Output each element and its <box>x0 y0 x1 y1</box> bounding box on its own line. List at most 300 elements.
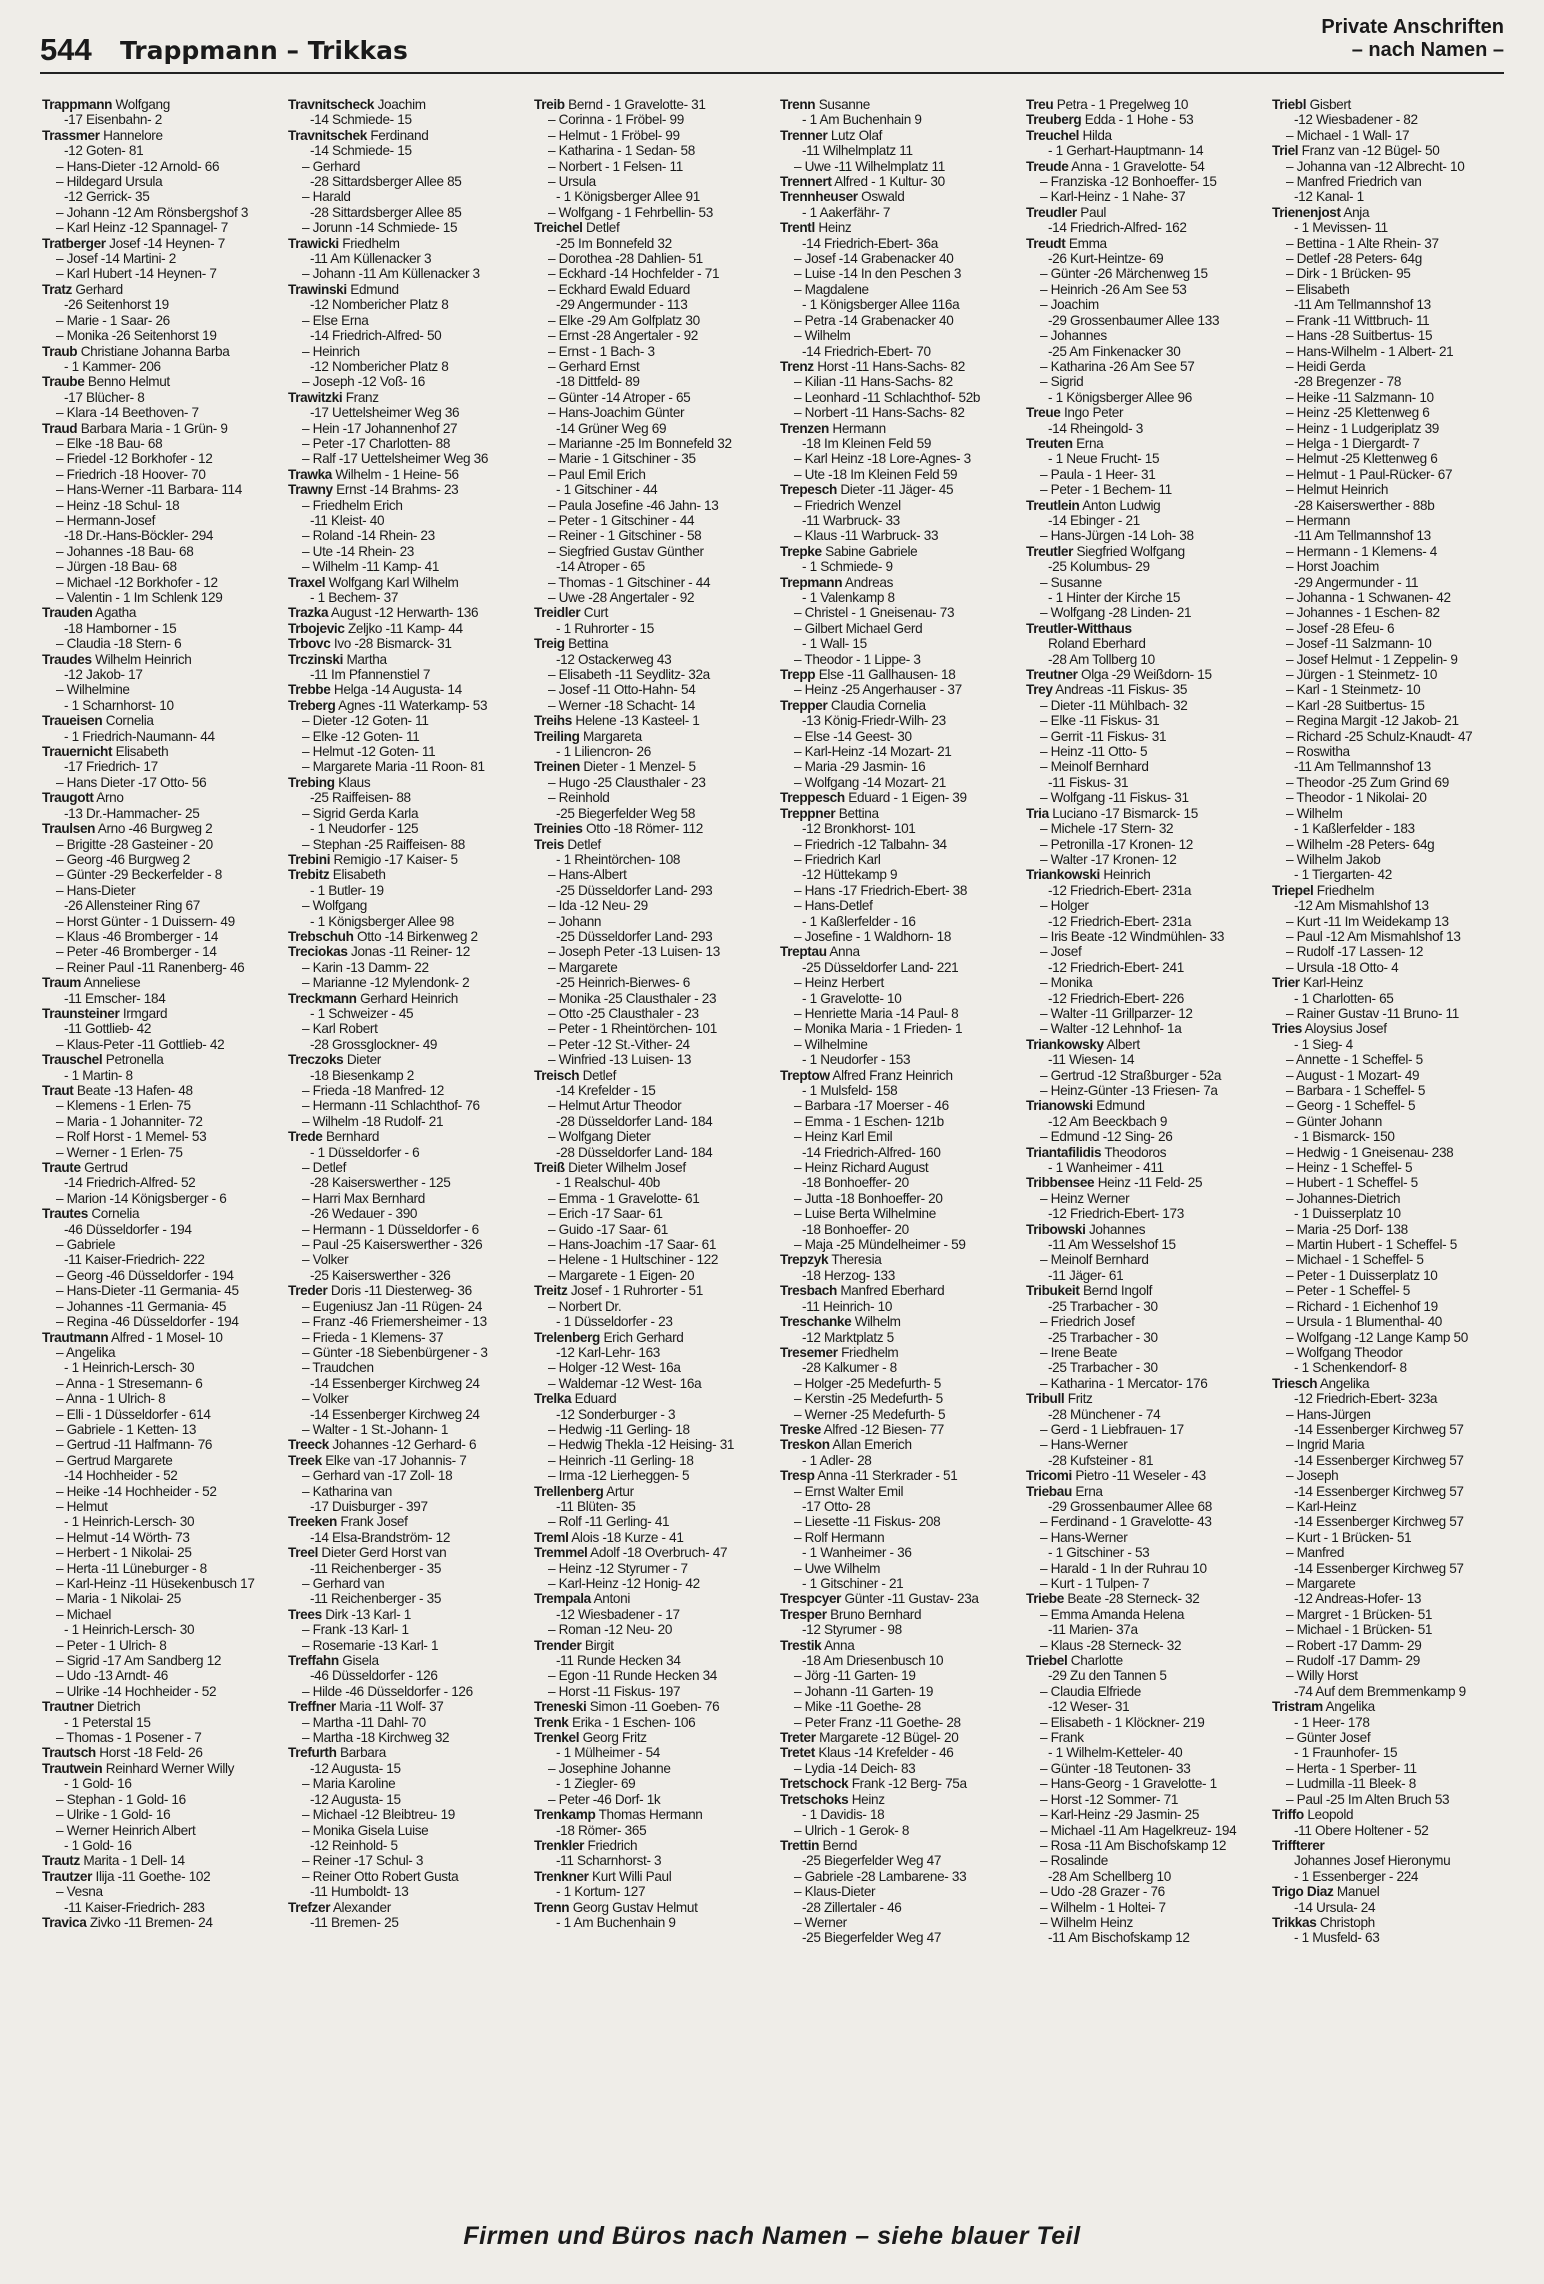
entry-line <box>1026 744 1258 759</box>
entry-line <box>288 1807 520 1822</box>
entry-text: -12 Friedrich-Ebert- 226 <box>1048 990 1184 1006</box>
entry-text: Bernhard <box>322 1129 380 1145</box>
entry-text: Arno -46 Burgweg 2 <box>95 821 213 837</box>
surname: Trenkner <box>534 1868 589 1884</box>
entry-text: – Margarete - 1 Eigen- 20 <box>548 1267 695 1283</box>
entry-text: – Wilhelm -11 Kamp- 41 <box>302 559 440 575</box>
entry-line <box>1026 975 1258 990</box>
entry-text: – Hermann - 1 Düsseldorfer - 6 <box>302 1221 479 1237</box>
entry-line <box>42 313 274 328</box>
entry-line <box>1026 914 1258 929</box>
footer-note: Firmen und Büros nach Namen – siehe blauer Teil <box>463 2222 1081 2250</box>
entry-line <box>1026 1422 1258 1437</box>
entry-text: – Klaus -46 Bromberger - 14 <box>56 928 219 944</box>
entry-text: Anneliese <box>81 975 141 991</box>
entry-line <box>288 883 520 898</box>
entry-line <box>1026 605 1258 620</box>
entry-text: – Irma -12 Lierheggen- 5 <box>548 1468 690 1484</box>
entry-text: – Wilhelm Jakob <box>1286 851 1381 867</box>
entry-text: -12 Weser- 31 <box>1048 1699 1130 1715</box>
entry-text: - 1 Scharnhorst- 10 <box>64 697 174 713</box>
entry-text: – Siegfried Gustav Günther <box>548 543 704 559</box>
entry-line <box>1026 1576 1258 1591</box>
surname: Tremmel <box>534 1545 588 1561</box>
surname: Treutler <box>1026 543 1074 559</box>
entry-text: – Günter Josef <box>1286 1730 1371 1746</box>
entry-text: Ingo Peter <box>1060 405 1124 421</box>
entry-line <box>42 575 274 590</box>
surname: Tribowski <box>1026 1221 1086 1237</box>
entry-line <box>1026 575 1258 590</box>
entry-text: – Margarete <box>548 959 618 975</box>
entry-surname <box>288 605 520 620</box>
entry-text: – Dieter -12 Goten- 11 <box>302 713 429 729</box>
entry-text: – Valentin - 1 Im Schlenk 129 <box>56 590 223 605</box>
entry-text: Alfred -12 Biesen- 77 <box>820 1421 945 1437</box>
entry-line <box>1026 1761 1258 1776</box>
entry-text: Dietrich <box>93 1699 141 1715</box>
entry-line <box>1272 1206 1504 1221</box>
entry-line <box>1272 1068 1504 1083</box>
entry-text: – Herta - 1 Sperber- 11 <box>1286 1760 1417 1776</box>
entry-text: – Karl Heinz -12 Spannagel- 7 <box>56 220 228 236</box>
entry-text: - 1 Gravelotte- 10 <box>802 990 902 1006</box>
entry-text: -11 Kaiser-Friedrich- 283 <box>64 1899 205 1915</box>
surname: Treue <box>1026 405 1061 421</box>
entry-text: – Elisabeth <box>1286 281 1350 297</box>
entry-text: -28 Sittardsberger Allee 85 <box>310 204 462 220</box>
entry-line <box>1026 1807 1258 1822</box>
entry-line <box>42 837 274 852</box>
entry-line <box>1272 1591 1504 1606</box>
surname: Triankowski <box>1026 867 1100 883</box>
entry-text: Paul <box>1076 204 1107 220</box>
entry-text: – Wilhelm -18 Rudolf- 21 <box>302 1113 444 1129</box>
entry-text: - 1 Königsberger Allee 96 <box>1048 389 1192 405</box>
entry-line <box>534 621 766 636</box>
entry-line <box>42 1037 274 1052</box>
entry-line <box>1272 236 1504 251</box>
entry-text: Alfred - 1 Mosel- 10 <box>108 1329 223 1345</box>
entry-surname <box>42 790 274 805</box>
entry-text: – Josef <box>1040 944 1082 960</box>
entry-text: -14 Essenberger Kirchweg 24 <box>310 1375 480 1391</box>
entry-text: Angelika <box>1317 1375 1370 1391</box>
entry-line <box>780 1006 1012 1021</box>
entry-text: – Dieter -11 Mühlbach- 32 <box>1040 697 1188 713</box>
entry-line <box>288 112 520 127</box>
entry-line <box>1272 1145 1504 1160</box>
entry-text: – Friedrich Josef <box>1040 1314 1135 1330</box>
entry-text: – Holger <box>1040 898 1089 914</box>
entry-surname <box>1026 236 1258 251</box>
entry-line <box>534 652 766 667</box>
entry-surname <box>288 97 520 112</box>
entry-text: -11 Warbruck- 33 <box>802 512 900 528</box>
surname: Trauschel <box>42 1052 103 1068</box>
surname: Treskon <box>780 1437 830 1453</box>
entry-text: -11 Bremen- 25 <box>310 1914 399 1930</box>
surname: Trettin <box>780 1837 820 1853</box>
entry-text: Wilhelm <box>851 1314 901 1330</box>
entry-line <box>42 883 274 898</box>
entry-surname <box>780 97 1012 112</box>
entry-text: Ferdinand <box>366 127 429 143</box>
entry-text: Ivo -28 Bismarck- 31 <box>330 636 452 652</box>
entry-line <box>288 528 520 543</box>
entry-line <box>42 220 274 235</box>
entry-line <box>1272 1468 1504 1483</box>
surname: Trefurth <box>288 1745 337 1761</box>
entry-text: – Wolfgang -14 Mozart- 21 <box>794 774 946 790</box>
entry-line <box>1026 1006 1258 1021</box>
entry-line <box>1272 1222 1504 1237</box>
surname: Trepesch <box>780 482 837 498</box>
entry-text: - 1 Neudorfer - 125 <box>310 821 419 837</box>
entry-text: - 1 Butler- 19 <box>310 882 384 898</box>
entry-surname <box>1272 1807 1504 1822</box>
entry-text: - 1 Essenberger - 224 <box>1294 1868 1419 1884</box>
entry-line <box>534 790 766 805</box>
entry-text: – Meinolf Bernhard <box>1040 1252 1149 1268</box>
entry-text: -25 Biegerfelder Weg 47 <box>802 1853 942 1869</box>
entry-text: -25 Am Finkenacker 30 <box>1048 343 1181 359</box>
surname: Treske <box>780 1421 821 1437</box>
entry-line <box>42 1561 274 1576</box>
entry-text: – Peter -17 Charlotten- 88 <box>302 435 451 451</box>
entry-surname <box>534 1838 766 1853</box>
entry-text: -13 König-Friedr-Wilh- 23 <box>802 713 946 729</box>
entry-text: Erich Gerhard <box>600 1329 684 1345</box>
entry-text: Angelika <box>1322 1699 1375 1715</box>
entry-text: – Marianne -25 Im Bonnefeld 32 <box>548 435 732 451</box>
entry-text: – August - 1 Mozart- 49 <box>1286 1067 1420 1083</box>
entry-line <box>42 405 274 420</box>
entry-line <box>1026 759 1258 774</box>
entry-line <box>288 143 520 158</box>
entry-text: – Luise -14 In den Peschen 3 <box>794 266 962 282</box>
entry-text: -11 Fiskus- 31 <box>1048 774 1129 790</box>
entry-text: – Otto -25 Clausthaler - 23 <box>548 1005 699 1021</box>
entry-text: -12 Friedrich-Ebert- 231a <box>1048 913 1192 929</box>
entry-line <box>1272 405 1504 420</box>
entry-text: – Helmut - 1 Fröbel- 99 <box>548 127 680 143</box>
entry-line <box>1272 1083 1504 1098</box>
entry-text: -12 Reinhold- 5 <box>310 1837 398 1853</box>
entry-surname <box>288 128 520 143</box>
entry-text: - 1 Gold- 16 <box>64 1776 132 1792</box>
entry-text: - 1 Heinrich-Lersch- 30 <box>64 1360 195 1376</box>
entry-line <box>288 1468 520 1483</box>
entry-text: – Heinz Werner <box>1040 1190 1130 1206</box>
entry-line <box>534 282 766 297</box>
entry-surname <box>288 991 520 1006</box>
entry-surname <box>1026 405 1258 420</box>
entry-text: – Richard - 1 Eichenhof 19 <box>1286 1298 1438 1314</box>
entry-surname <box>288 1514 520 1529</box>
entry-line <box>1272 1514 1504 1529</box>
entry-line <box>42 1607 274 1622</box>
entry-line <box>1026 775 1258 790</box>
entry-text: - 1 Davidis- 18 <box>802 1807 885 1823</box>
entry-text: – Horst Joachim <box>1286 559 1379 575</box>
entry-text: -25 Trarbacher - 30 <box>1048 1298 1158 1314</box>
entry-surname <box>534 729 766 744</box>
entry-text: – Karl -28 Suitbertus- 15 <box>1286 697 1425 713</box>
entry-text: – Michele -17 Stern- 32 <box>1040 821 1174 837</box>
entry-text: – Roswitha <box>1286 744 1350 760</box>
entry-line <box>288 1145 520 1160</box>
entry-line <box>780 975 1012 990</box>
entry-line <box>288 1345 520 1360</box>
entry-text: – Emma - 1 Eschen- 121b <box>794 1113 944 1129</box>
surname: Treuchel <box>1026 127 1080 143</box>
entry-text: – Günter -29 Beckerfelder - 8 <box>56 867 222 883</box>
entry-text: Benno Helmut <box>84 374 170 390</box>
entry-line <box>780 1853 1012 1868</box>
entry-text: – Joseph Peter -13 Luisen- 13 <box>548 944 720 960</box>
entry-text: – Peter - 1 Duisserplatz 10 <box>1286 1267 1438 1283</box>
entry-line <box>42 1653 274 1668</box>
entry-text: Jonas -11 Reiner- 12 <box>347 944 470 960</box>
entry-line <box>288 266 520 281</box>
entry-text: – Heinz Karl Emil <box>794 1129 893 1145</box>
entry-text: – Barbara -17 Moerser - 46 <box>794 1098 949 1114</box>
entry-line <box>534 374 766 389</box>
entry-text: – Barbara - 1 Scheffel- 5 <box>1286 1083 1426 1098</box>
entry-text: – Rosa -11 Am Bischofskamp 12 <box>1040 1837 1227 1853</box>
entry-text: – Katharina -26 Am See 57 <box>1040 358 1195 374</box>
entry-surname <box>288 482 520 497</box>
surname: Tribukeit <box>1026 1283 1080 1299</box>
entry-text: – Traudchen <box>302 1360 374 1376</box>
surname: Treder <box>288 1283 328 1299</box>
surname: Treu <box>1026 97 1054 112</box>
entry-line <box>1272 1052 1504 1067</box>
entry-text: – Heinrich -11 Gerling- 18 <box>548 1452 694 1468</box>
entry-line <box>780 112 1012 127</box>
entry-surname <box>42 652 274 667</box>
entry-text: - 1 Rheintörchen- 108 <box>556 851 681 867</box>
surname: Tribull <box>1026 1391 1065 1407</box>
entry-text: -12 Bronkhorst- 101 <box>802 821 916 837</box>
surname: Treeken <box>288 1514 337 1530</box>
entry-line <box>1272 1191 1504 1206</box>
entry-line <box>1272 636 1504 651</box>
entry-line <box>1026 1884 1258 1899</box>
entry-line <box>288 498 520 513</box>
entry-surname <box>1026 498 1258 513</box>
entry-text: – Paul -12 Am Mismahlshof 13 <box>1286 928 1461 944</box>
entry-text: – Jürgen -18 Bau- 68 <box>56 559 177 575</box>
entry-text: – Ulrich - 1 Gerok- 8 <box>794 1822 910 1838</box>
entry-line <box>42 498 274 513</box>
surname: Treutler-Witthaus <box>1026 620 1132 636</box>
entry-line <box>534 1745 766 1760</box>
surname: Traum <box>42 975 82 991</box>
entry-text: – Heinz Richard August <box>794 1160 929 1176</box>
entry-line <box>288 806 520 821</box>
entry-text: -11 Wilhelmplatz 11 <box>802 143 913 159</box>
entry-text: Arno <box>93 790 124 806</box>
entry-text: – Helmut Artur Theodor <box>548 1098 682 1114</box>
entry-line <box>1272 1006 1504 1021</box>
directory-column <box>42 97 274 2167</box>
entry-text: – Eckhard -14 Hochfelder - 71 <box>548 266 720 282</box>
entry-text: – Wilhelm <box>794 328 851 344</box>
entry-line <box>288 1206 520 1221</box>
entry-text: Klaus -14 Krefelder - 46 <box>814 1745 954 1761</box>
entry-text: Alexander <box>330 1899 391 1915</box>
entry-text: – Peter -46 Dorf- 1k <box>548 1791 661 1807</box>
entry-line <box>288 1391 520 1406</box>
entry-line <box>288 1222 520 1237</box>
entry-text: – Udo -13 Arndt- 46 <box>56 1668 168 1684</box>
entry-line <box>534 1345 766 1360</box>
entry-surname <box>42 821 274 836</box>
entry-text: – Kurt -11 Im Weidekamp 13 <box>1286 913 1449 929</box>
entry-text: – Harri Max Bernhard <box>302 1190 425 1206</box>
surname: Trawinski <box>288 281 347 297</box>
entry-line <box>42 1514 274 1529</box>
entry-text: – Peter - 1 Scheffel- 5 <box>1286 1283 1410 1299</box>
surname: Tristram <box>1272 1699 1323 1715</box>
entry-line <box>534 421 766 436</box>
entry-text: Otto -14 Birkenweg 2 <box>353 928 478 944</box>
entry-text: – Wolfgang Dieter <box>548 1129 651 1145</box>
entry-line <box>1026 1745 1258 1760</box>
entry-line <box>1026 1776 1258 1791</box>
entry-surname <box>534 1699 766 1714</box>
surname: Trefzer <box>288 1899 331 1915</box>
entry-text: – Hans-Jürgen <box>1286 1406 1371 1422</box>
entry-text: – Elisabeth - 1 Klöckner- 219 <box>1040 1714 1205 1730</box>
surname: Tretet <box>780 1745 815 1761</box>
entry-line <box>288 297 520 312</box>
entry-text: – Helmut -12 Goten- 11 <box>302 744 436 760</box>
surname: Trautz <box>42 1853 80 1869</box>
entry-line <box>288 1299 520 1314</box>
entry-text: – Reinhold <box>548 790 610 806</box>
entry-text: Bernd Ingolf <box>1079 1283 1153 1299</box>
entry-line <box>1026 960 1258 975</box>
entry-line <box>1272 744 1504 759</box>
entry-text: -11 Am Tellmannshof 13 <box>1294 297 1431 313</box>
entry-surname <box>534 1530 766 1545</box>
entry-line <box>1026 421 1258 436</box>
entry-text: -11 Am Küllenacker 3 <box>310 251 432 267</box>
entry-text: – Wilhelm <box>1286 805 1343 821</box>
entry-text: Aloysius Josef <box>1302 1021 1387 1037</box>
entry-text: -28 Sittardsberger Allee 85 <box>310 174 462 190</box>
surname: Treisch <box>534 1067 580 1083</box>
entry-surname <box>534 1638 766 1653</box>
entry-text: Dirk -13 Karl- 1 <box>321 1606 412 1622</box>
entry-text: Edmund <box>1092 1098 1145 1114</box>
entry-text: -17 Duisburger - 397 <box>310 1498 428 1514</box>
surname: Travica <box>42 1914 87 1930</box>
entry-line <box>780 374 1012 389</box>
entry-text: – Maria -29 Jasmin- 16 <box>794 759 926 775</box>
entry-text: - 1 Martin- 8 <box>64 1067 133 1083</box>
entry-text: -28 Kaiserswerther - 125 <box>310 1175 451 1191</box>
surname: Trawitzki <box>288 389 343 405</box>
surname: Traut <box>42 1083 74 1098</box>
entry-line <box>1272 1484 1504 1499</box>
entry-text: -11 Reichenberger - 35 <box>310 1591 442 1607</box>
entry-text: Christiane Johanna Barba <box>77 343 230 359</box>
entry-surname <box>534 1869 766 1884</box>
surname: Trczinski <box>288 651 344 667</box>
surname: Treiß <box>534 1160 565 1176</box>
entry-surname <box>534 1391 766 1406</box>
entry-line <box>1026 344 1258 359</box>
entry-line <box>288 344 520 359</box>
entry-line <box>1026 1299 1258 1314</box>
entry-text: – Joseph <box>1286 1468 1339 1484</box>
entry-text: Bruno Bernhard <box>826 1606 922 1622</box>
entry-line <box>534 205 766 220</box>
entry-text: – Johann -11 Garten- 19 <box>794 1683 934 1699</box>
entry-text: -26 Wedauer - 390 <box>310 1206 418 1222</box>
entry-text: – Frieda -18 Manfred- 12 <box>302 1083 444 1098</box>
entry-line <box>534 236 766 251</box>
entry-surname <box>780 1468 1012 1483</box>
entry-line <box>42 1345 274 1360</box>
entry-line <box>780 1699 1012 1714</box>
entry-text: - 1 Am Buchenhain 9 <box>802 112 922 128</box>
entry-surname <box>1026 1653 1258 1668</box>
entry-line <box>780 236 1012 251</box>
entry-surname <box>780 1252 1012 1267</box>
entry-text: – Michael <box>56 1606 112 1622</box>
entry-line <box>1026 729 1258 744</box>
surname: Trautner <box>42 1699 94 1715</box>
entry-line <box>42 682 274 697</box>
entry-text: – Petra -14 Grabenacker 40 <box>794 312 954 328</box>
surname: Trautwein <box>42 1760 103 1776</box>
entry-text: – Emma Amanda Helena <box>1040 1606 1185 1622</box>
entry-line <box>780 1530 1012 1545</box>
entry-text: -12 Sonderburger - 3 <box>556 1406 676 1422</box>
entry-line <box>1272 528 1504 543</box>
entry-text: Margarete -12 Bügel- 20 <box>815 1730 959 1746</box>
entry-surname <box>534 713 766 728</box>
entry-text: Luciano -17 Bismarck- 15 <box>1048 805 1198 821</box>
entry-line <box>42 1838 274 1853</box>
entry-line <box>42 852 274 867</box>
entry-text: - 1 Mulsfeld- 158 <box>802 1083 898 1098</box>
entry-text: -12 Augusta- 15 <box>310 1791 401 1807</box>
entry-text: – Hans-Joachim Günter <box>548 405 685 421</box>
entry-text: Detlef <box>564 836 601 852</box>
entry-text: – Peter -46 Bromberger - 14 <box>56 944 217 960</box>
entry-surname <box>1272 1021 1504 1036</box>
entry-line <box>534 128 766 143</box>
entry-text: – Hermann - 1 Klemens- 4 <box>1286 543 1438 559</box>
entry-line <box>288 1792 520 1807</box>
entry-line <box>42 1360 274 1375</box>
entry-line <box>42 451 274 466</box>
entry-line <box>780 759 1012 774</box>
entry-text: – Marie - 1 Saar- 26 <box>56 312 170 328</box>
surname: Trbovc <box>288 636 331 652</box>
entry-text: – Franz -46 Friemersheimer - 13 <box>302 1314 487 1330</box>
entry-text: – Karl-Heinz <box>1286 1498 1357 1514</box>
surname: Treib <box>534 97 565 112</box>
entry-text: -28 Kalkumer - 8 <box>802 1360 897 1376</box>
surname: Trebing <box>288 774 335 790</box>
